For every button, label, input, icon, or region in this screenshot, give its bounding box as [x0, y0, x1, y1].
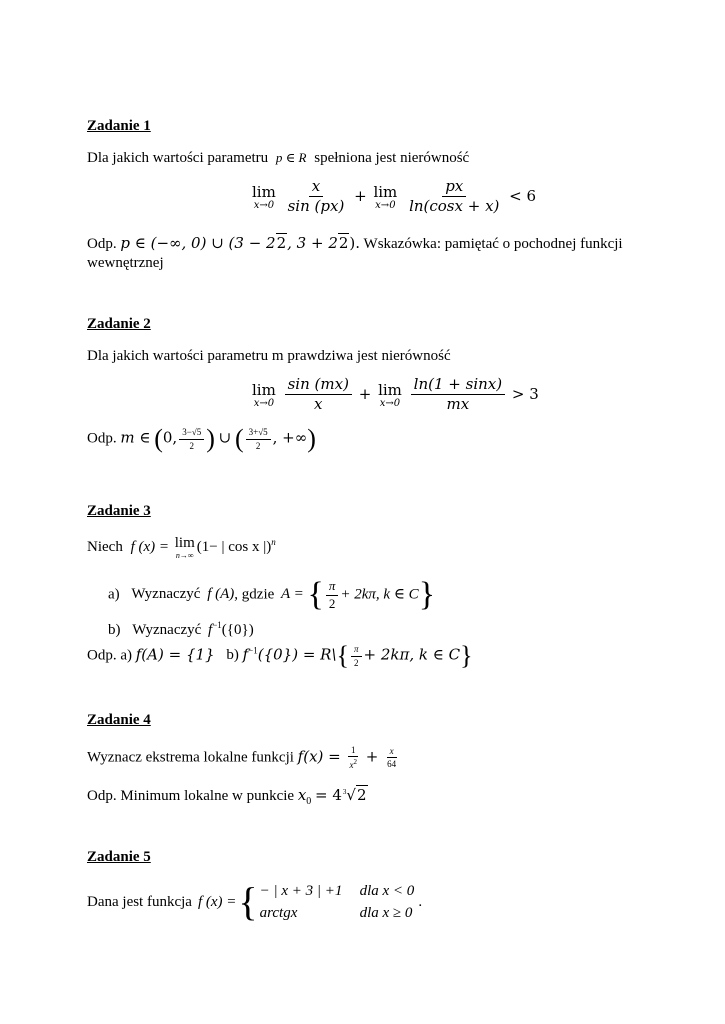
task-5-intro-text: Dana jest funkcja: [87, 893, 192, 910]
task-3-definition: [87, 535, 276, 560]
fraction: $\frac{3-√5}{2}$: [179, 427, 204, 451]
task-2-answer: [87, 426, 316, 452]
part-math: ({0}): [221, 622, 254, 638]
task-3-part-a: [108, 578, 435, 612]
answer-math: + 2kπ, k ∈ C: [363, 645, 461, 664]
brace-close: }: [460, 641, 473, 670]
answer-math: f: [242, 645, 249, 664]
limit-operator: lim x→0: [378, 380, 402, 409]
answer-label: Odp.: [87, 236, 117, 252]
plus-sign: +: [354, 186, 367, 205]
task-1-intro: [87, 150, 469, 167]
answer-math: ({0}) = R\: [257, 645, 337, 664]
answer-math: f(A) = {1}: [135, 645, 215, 664]
case-row: arctgx dla x ≥ 0: [259, 905, 413, 921]
task-3-part-b: [108, 620, 254, 639]
answer-math: , 3 + 2: [287, 234, 338, 252]
limit-operator: lim n→∞: [174, 535, 195, 560]
task-5-heading: Zadanie 5: [87, 849, 151, 865]
case-row: − | x + 3 | +1 dla x < 0: [259, 883, 415, 899]
paren-close: ): [206, 424, 215, 453]
answer-math: 0,: [162, 428, 178, 447]
sqrt: 2: [276, 234, 287, 252]
task-1-intro-text: Dla jakich wartości parametru: [87, 150, 269, 166]
answer-math: p ∈ (−∞, 0) ∪ (3 − 2: [120, 234, 276, 252]
answer-label: Odp. a): [87, 647, 132, 664]
exponent: n: [271, 536, 276, 547]
sqrt: 2: [338, 234, 349, 252]
task-1-inequality: [250, 178, 536, 216]
answer-math: = 4: [315, 786, 342, 804]
answer-math: x: [297, 786, 307, 804]
task-3-answer: [87, 643, 473, 669]
exponent: −1: [248, 645, 258, 656]
part-text: Wyznaczyć: [132, 622, 202, 638]
task-4-heading: Zadanie 4: [87, 712, 151, 728]
task-2-heading: Zadanie 2: [87, 316, 151, 332]
fraction: $\frac{px}{\ln(\cos x + x)}$: [409, 177, 500, 216]
answer-label: Odp.: [87, 430, 117, 447]
answer-text: Odp. Minimum lokalne w punkcie: [87, 788, 295, 804]
answer-label: b): [226, 647, 239, 664]
answer-math: m ∈: [120, 428, 151, 447]
part-math: A =: [281, 586, 304, 603]
piecewise-cases: [260, 880, 415, 924]
exponent: −1: [212, 620, 222, 630]
period: .: [418, 893, 423, 910]
part-label: b): [108, 622, 121, 638]
part-text: , gdzie: [234, 586, 275, 603]
intro-math: f(x) =: [297, 747, 341, 766]
brace-open: {: [336, 641, 349, 670]
task-5-definition: [87, 880, 422, 924]
answer-math: ).: [349, 234, 361, 252]
definition-math: f (x) =: [197, 893, 237, 910]
fraction: $\frac{\pi}{2}$: [351, 644, 362, 668]
fraction: $\frac{\ln(1 + \sin x)}{mx}$: [411, 376, 505, 414]
part-label: a): [108, 586, 120, 603]
task-3-heading: Zadanie 3: [87, 503, 151, 519]
definition-math: f (x) =: [130, 538, 170, 555]
task-1-answer-hint-2: wewnętrznej: [87, 255, 164, 271]
task-4-answer: [87, 786, 368, 807]
part-math: + 2kπ, k ∈ C: [340, 586, 419, 603]
fraction: $\frac{x}{64}$: [387, 746, 397, 770]
part-text: Wyznaczyć: [131, 586, 201, 603]
paren-open: (: [234, 424, 244, 453]
limit-operator: lim x→0: [252, 182, 276, 211]
part-math: f (A): [207, 586, 235, 603]
fraction: $\frac{1}{x^2}$: [349, 745, 357, 771]
task-1-heading: Zadanie 1: [87, 118, 151, 134]
fraction: $\frac{\sin (mx)}{x}$: [285, 376, 352, 414]
task-2-intro: Dla jakich wartości parametru m prawdziwa jest nierówność: [87, 348, 451, 364]
task-4-intro-text: Wyznacz ekstrema lokalne funkcji: [87, 749, 294, 766]
task-2-inequality: [250, 376, 539, 414]
paren-close: ): [307, 424, 316, 453]
radical-sign: √: [346, 786, 356, 804]
root-index: 3: [342, 788, 347, 796]
fraction: $\frac{\pi}{2}$: [326, 579, 339, 612]
limit-operator: lim x→0: [373, 182, 398, 211]
plus-sign: +: [365, 747, 379, 766]
brace-close: }: [418, 576, 436, 613]
task-4-intro: [87, 745, 401, 771]
plus-sign: +: [358, 384, 372, 403]
answer-hint: Wskazówka: pamiętać o pochodnej funkcji: [363, 236, 623, 252]
brace-open: {: [307, 576, 324, 613]
task-1-param: p ∈ R: [275, 150, 307, 165]
part-math: f: [208, 622, 213, 638]
limit-operator: lim x→0: [252, 380, 276, 409]
paren-open: (: [154, 424, 163, 453]
task-1-intro-text-2: spełniona jest nierówność: [314, 150, 470, 166]
inequality-rhs: < 6: [509, 186, 537, 205]
radicand: 2: [356, 786, 367, 804]
fraction: $\frac{x}{\sin (px)}$: [287, 177, 345, 216]
brace-open: {: [238, 879, 258, 924]
definition-math: (1− | cos x |): [196, 538, 272, 555]
task-1-answer: [87, 234, 623, 253]
union-sign: ∪: [218, 428, 232, 447]
inequality-rhs: > 3: [511, 384, 539, 403]
subscript: 0: [306, 796, 312, 807]
answer-math: , +∞: [272, 428, 308, 447]
fraction: $\frac{3+√5}{2}$: [246, 427, 271, 451]
definition-label: Niech: [87, 538, 123, 555]
